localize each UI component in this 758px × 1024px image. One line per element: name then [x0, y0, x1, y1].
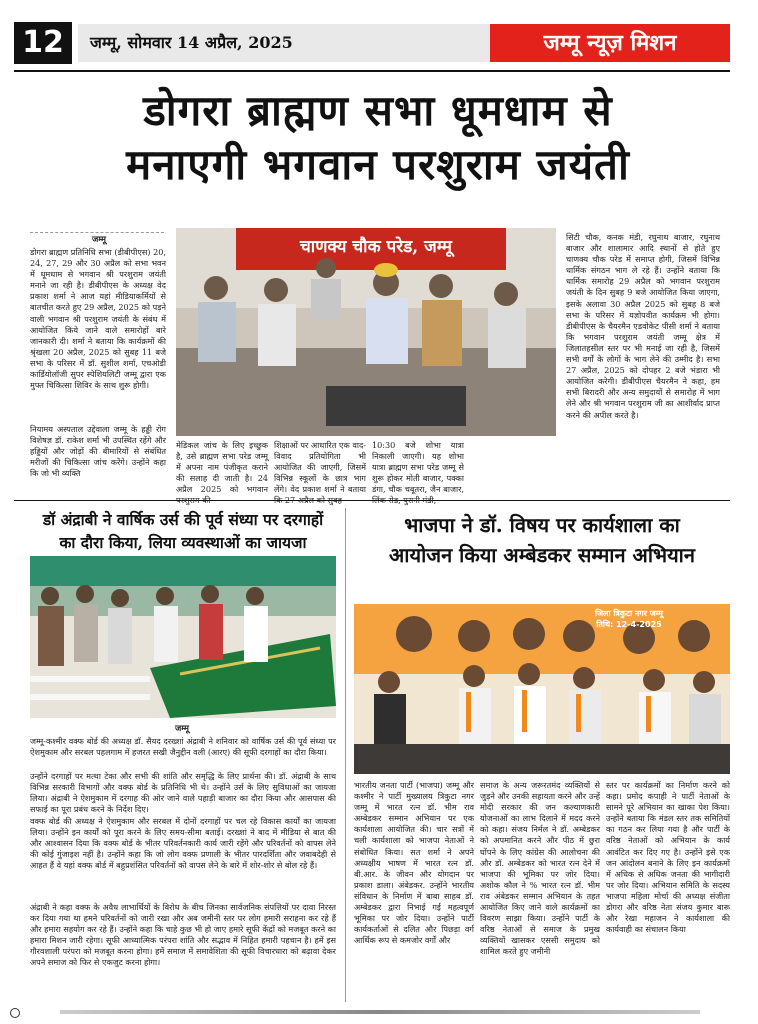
column-divider: [345, 508, 346, 1002]
story3-col3: स्तर पर कार्यक्रमों का निर्माण करने को कहा। प्रमोद कपाही ने पार्टी नेताओं के सामने पूरे अभियान का खाका पेश किया। उन्होंने बताया कि मंडल स्तर तक समितियों का गठन कर लिया गया है और पार्टी के वरिष्ठ नेताओं को अभियान के कार्य आवंटित कर दिए गए है। उन्होंने इसे एक जन आंदोलन बनाने के लिए इन कार्यक्रमों में अधिक से अधिक जनता की भागीदारी पर जोर दिया। अभियान समिति के सदस्य भाजपा महिला मोर्चा की अध्यक्ष संजीता डोगरा और वरिष्ठ नेता संजय कुमार बारू और रेखा महाजन ने कार्यशाला की कार्यवाही का संचालन किया: [606, 780, 730, 935]
story2-para3: वक्फ बोर्ड की अध्यक्ष ने ऐशमुकाम और सरबल में दोनों दरगाहों पर चल रहे विकास कार्यों का जायजा लिया। उन्होंने इन कार्यों को पूरा करने के लिए समय-सीमा बताई। दरख्शां ने बाद में मीडिया से बात की और आश्वासन दिया कि वक्फ बोर्ड के भीतर परिवर्तनकारी कार्य जारी रहेंगे और परिवर्तनों को वापस लेने की कोई गुंजाइश नहीं है। उन्होंने कहा कि जो लोग वक्फ प्रणाली के भीतर पारदर्शिता और जवाबदेही से आहत हैं वे यहां वक्फ बोर्ड में बहुप्रशंसित परिवर्तनों को वापस लेने के बारे में शोर-शोर से बोल रहे हैं।: [30, 816, 336, 871]
masthead-brand: जम्मू न्यूज़ मिशन: [490, 24, 730, 62]
story2-headline-line1: डॉ अंद्राबी ने वार्षिक उर्स की पूर्व संध्या पर दरगाहों: [42, 510, 324, 529]
story2-para1: जम्मू-कश्मीर वक्फ बोर्ड की अध्यक्ष डॉ. सैयद दरख्शां अंद्राबी ने शनिवार को वार्षिक उर्स की पूर्व संध्या पर ऐशमुकाम और सरबल पहलगाम में हजरत सखी जैनुद्दीन वली (आरए) की सूफी दरगाहों का दौरा किया।: [30, 736, 336, 758]
story1-col4: 10:30 बजे शोभा यात्रा निकाली जाएगी। यह शोभा यात्रा ब्राह्मण सभा परेड जम्मू से शुरू होकर मोती बाजार, पक्का डंगा, चौक चबूतरा, जैन बाजार,: [372, 440, 464, 495]
story2-photo: [30, 556, 336, 718]
story3-col2: समाज के अन्य जरूरतमंद व्यक्तियों से जुड़ने और उनकी सहायता करने और उन्हें मोदी सरकार की जन कल्याणकारी योजनाओं का लाभ दिलाने में मदद करने को कहा। संजय निर्मल ने डॉ. अम्बेडकर को अपमानित करने और पीठ में छुरा घोंपने के लिए कांग्रेस की आलोचना की और डॉ. अम्बेडकर को भारत रत्न देने में भाजपा की भूमिका पर जोर दिया। अशोक कौल ने % भारत रत्न डॉ. भीम राव अंबेडकर सम्मान अभियान के तहत आयोजित किए जाने वाले कार्यक्रमों का विवरण साझा किया। उन्होंने पार्टी के वरिष्ठ नेताओं से समाज के प्रमुख व्यक्तियों खासकर एससी समुदाय को शामिल करते हुए जमीनी: [480, 780, 600, 957]
stage-banner-line1: जिला त्रिकुटा नगर जम्मू: [595, 609, 663, 618]
story3-headline-line2: आयोजन किया अम्बेडकर सम्मान अभियान: [389, 543, 695, 567]
story1-col2: मेडिकल जांच के लिए इच्छुक है, उसे ब्राह्मण सभा परेड जम्मू में अपना नाम पंजीकृत कराने की सलाह दी जाती है। 24 अप्रैल 2025 को भगवान: [176, 440, 268, 495]
story3-photo: [354, 604, 730, 774]
page-number: 12: [14, 22, 72, 64]
story1-dateline: जम्मू: [92, 235, 106, 245]
story3-col1: भारतीय जनता पार्टी (भाजपा) जम्मू और कश्मीर ने पार्टी मुख्यालय त्रिकुटा नगर जम्मू में भारत रत्न डॉ. भीम राव अम्बेडकर सम्मान अभियान पर एक कार्यशाला आयोजित की। चार सत्रों में चली कार्यशाला को भाजपा नेताओं ने संबोधित किया। सत शर्मा ने अपने अध्यक्षीय भाषण में भारत रत्न डॉ. बी.आर. के जीवन और योगदान पर प्रकाश डाला। अंबेडकर. उन्होंने भारतीय संविधान के निर्माण में बाबा साहब डॉ. अम्बेडकर द्वारा निभाई गई महत्वपूर्ण भूमिका पर जोर दिया। उन्होंने पार्टी कार्यकर्ताओं से दलित और पिछड़ा वर्ग आर्थिक रूप से कमजोर वर्गों और: [354, 780, 474, 946]
stage-banner-line2: तिथि: 12-4-2025: [596, 620, 662, 629]
story1-headline: [28, 84, 728, 192]
story1-col5: सिटी चौक, कनक मंडी, रघुनाथ बाजार, रघुनाथ बाजार और शालामार आदि स्थानों से होते हुए चाणक्य चौक परेड में समाप्त होगी, जिसमें विभिन्न धार्मिक संगठन भाग ले रहे हैं। उन्होंने बताया कि धार्मिक समारोह 29 अप्रैल को भगवान परशुराम जयंती के दिन सुबह 9 बजे आयोजित किया जाएगा, इसके अलावा 30 अप्रैल 2025 को सुबह 8 बजे सभा के परिसर में यज्ञोपवीत कार्यक्रम भी होगा। डीबीपीएस के चैयरमैन एडवोकेट पीसी शर्मा ने बताया कि भगवान परशुराम जयंती जम्मू क्षेत्र में जिलातहसील स्तर पर भी मनाई जा रही है, जिसमें सभी वर्गों के लोगों के भाग लेने की उम्मीद है। सभा 27 अप्रैल, 2025 को दोपहर 2 बजे भंडारा भी आयोजित करेगी। डीबीपीएस चैयरमैन ने कहा, हम सभी बिरादरी और अन्य समुदायों से समारोह में भाग लेने और श्री भगवान परशुराम जी का आशीर्वाद प्राप्त करने की अपील करते है।: [566, 232, 720, 420]
story3-headline: [352, 510, 732, 570]
dargah-visit-image: [30, 556, 336, 718]
story2-para4: अंद्राबी ने कहा वक्फ के अवैध लाभार्थियों के विरोध के बीच जिनका सार्वजनिक संपत्तियों पर दावा निरस्त कर दिया गया था हमने परिवर्तनों को जारी रखा और अब जमीनी स्तर पर लोग हमारी सराहना कर रहे हैं और हमारा सहयोग कर रहे हैं। उन्होंने कहा कि चाहे कुछ भी हो जाए हमारे सूफी केंद्रों को मजबूत करने का हमारा मिशन जारी रहेगा। सूफी आध्यात्मिक परंपरा शांति और सद्भाव में निहित हमारी पहचान है। हमें इस गौरवशाली परंपरा को मजबूत करना होगा। हमें समाज में समावेशिता की सूफी विचारधारा को बढ़ावा देकर अपने समाज को फिर से एकजुट करना होगा।: [30, 902, 336, 968]
story2-dateline: जम्मू: [175, 724, 189, 734]
print-color-strip: [60, 1010, 700, 1014]
story1-col1: डोगरा ब्राह्मण प्रतिनिधि सभा (डीबीपीएस) 20, 24, 27, 29 और 30 अप्रैल को सभा भवन में धूमधाम से भगवान श्री परशुराम जयंती मनाने जा रही है। डीबीपीएस के अध्यक्ष वेद प्रकाश शर्मा ने आज यहां मीडियाकर्मियों से बातचीत करते हुए 29 अप्रैल, 2025 को पड़ने वाली भगवान श्री परशुराम जयंती के संबंध में आयोजित किये जाने वाले समारोहों बारे जानकारी दी। शर्मा ने बताया कि कार्यक्रमों की श्रृंखला 20 अप्रैल, 2025 को सुबह 11 बजे सभा के परिसर में डॉ. सुशील शर्मा, एचओडी कार्डियोलॉजी सुपर स्पेशियलिटी जम्मू द्वारा एक मुफ्त चिकित्सा शिविर के साथ शुरू होगी।: [30, 247, 166, 391]
story1-col3: शिक्षाओं पर आधारित एक वाद-विवाद प्रतियोगिता भी आयोजित की जाएगी, जिसमें विभिन्न स्कूलों के छात्र भाग लेंगे। वेद प्रकाश शर्मा ने बताया: [274, 440, 366, 495]
registration-mark-icon: [10, 1008, 20, 1018]
header-rule: [14, 70, 730, 72]
story2-headline-line2: का दौरा किया, लिया व्यवस्थाओं का जायजा: [59, 533, 307, 552]
story1-headline-line1: डोगरा ब्राह्मण सभा धूमधाम से: [143, 86, 613, 135]
section-rule: [14, 500, 730, 501]
press-conference-image: [176, 228, 556, 436]
banner-text: चाणक्य चौक परेड, जम्मू: [300, 237, 452, 257]
story1-col1b: नियामय अस्पताल उद्देवाला जम्मू के हड्डी रोग विशेषज्ञ डॉ. राकेश शर्मा भी उपस्थित रहेंगे और हड्डियों और जोड़ों की बीमारियों से संबंधित मरीजों की चिकित्सा जांच करेंगे। उन्होंने कहा कि जो भी व्यक्ति: [30, 424, 166, 479]
story1-photo: [176, 228, 556, 436]
divider: [30, 232, 164, 233]
story2-headline: [30, 508, 336, 554]
story3-headline-line1: भाजपा ने डॉ. विषय पर कार्यशाला का: [404, 513, 680, 537]
header-dateline: जम्मू, सोमवार 14 अप्रैल, 2025: [90, 33, 293, 52]
story1-headline-line2: मनाएगी भगवान परशुराम जयंती: [126, 140, 630, 189]
story2-para2: उन्होंने दरगाहों पर मत्था टेका और सभी की शांति और समृद्धि के लिए प्रार्थना की। डॉ. अंद्राबी के साथ विभिन्न सरकारी विभागों और वक्फ बोर्ड के प्रतिनिधि भी थे। उन्होंने उर्स के लिए सुविधाओं का जायजा लिया। अंद्राबी ने ऐशमुकाम में दरगाह की ओर जाने वाले पहाड़ी बाजार का दौरा किया और आसपास की सफाई का पूरा प्रबंध करने के निर्देश दिए।: [30, 771, 336, 815]
